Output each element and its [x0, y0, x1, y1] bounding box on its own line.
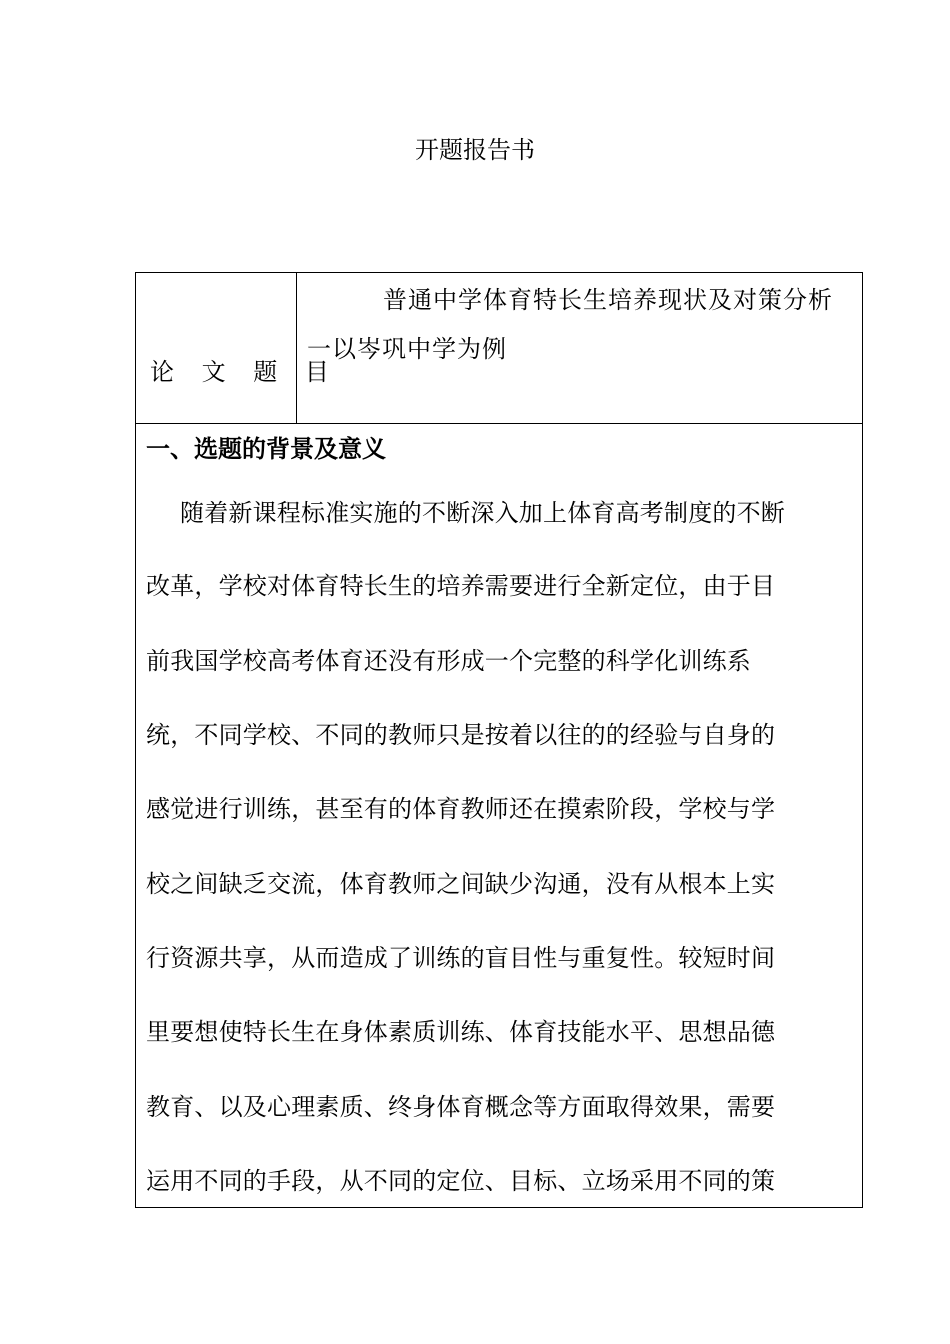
body-line-10: 运用不同的手段，从不同的定位、目标、立场采用不同的策 — [146, 1167, 776, 1195]
topic-label-cell — [136, 273, 339, 423]
topic-value-line-1: 普通中学体育特长生培养现状及对策分析 — [383, 286, 833, 314]
body-line-2: 改革，学校对体育特长生的培养需要进行全新定位，由于目 — [146, 572, 776, 600]
body-line-4: 统，不同学校、不同的教师只是按着以往的的经验与自身的 — [146, 721, 776, 749]
proposal-table — [135, 272, 863, 1208]
body-line-7: 行资源共享，从而造成了训练的盲目性与重复性。较短时间 — [146, 944, 776, 972]
page-title: 开题报告书 — [415, 136, 535, 164]
body-line-8: 里要想使特长生在身体素质训练、体育技能水平、思想品德 — [146, 1018, 776, 1046]
body-line-3: 前我国学校高考体育还没有形成一个完整的科学化训练系 — [146, 647, 751, 675]
body-line-5: 感觉进行训练，甚至有的体育教师还在摸索阶段，学校与学 — [146, 795, 776, 823]
body-line-9: 教育、以及心理素质、终身体育概念等方面取得效果，需要 — [146, 1093, 776, 1121]
topic-value-line-2: 一以岑巩中学为例 — [307, 335, 507, 363]
cell-divider-horizontal — [136, 423, 862, 424]
body-line-1: 随着新课程标准实施的不断深入加上体育高考制度的不断 — [180, 499, 785, 527]
topic-label: 论 文 题 目 — [150, 358, 339, 386]
section-heading: 一、选题的背景及意义 — [146, 435, 386, 463]
body-line-6: 校之间缺乏交流，体育教师之间缺少沟通，没有从根本上实 — [146, 870, 776, 898]
topic-value-cell — [297, 273, 863, 423]
